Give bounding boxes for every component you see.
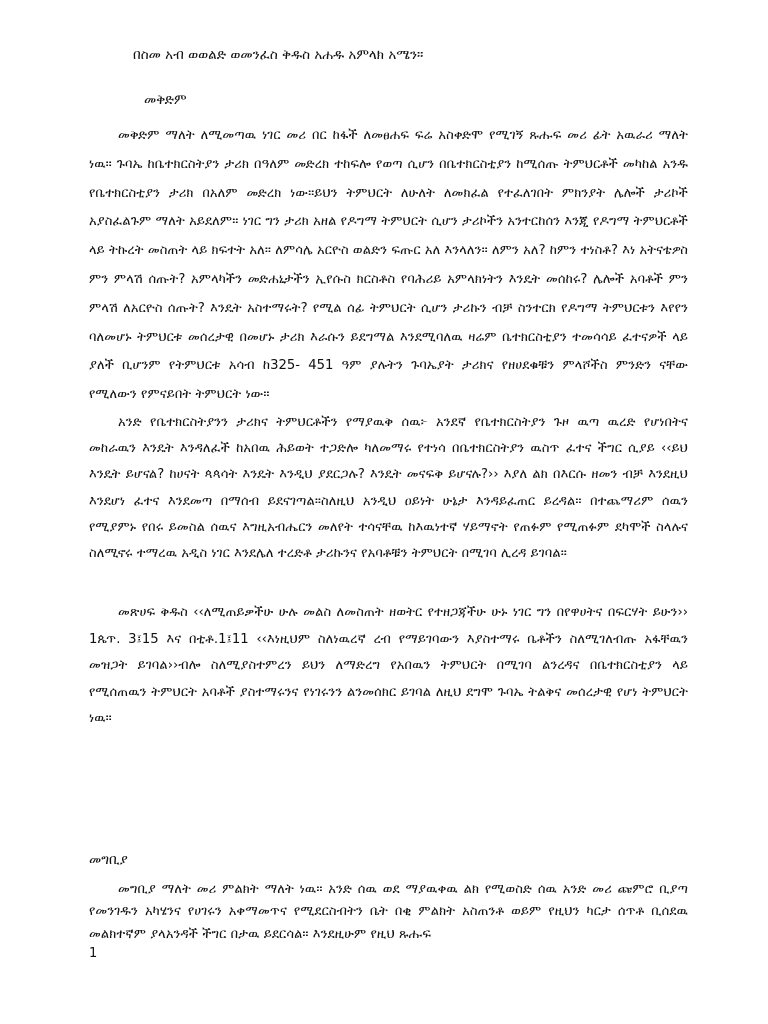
- section-heading: መግቢያ: [89, 852, 128, 868]
- intro-paragraph-3: መጽሀፍ ቅዱስ ‹‹ለሚጠይቃችሁ ሁሉ መልስ ለመስጠት ዘወትር የተዘጋጃችሁ ሁኑ ነገር ግን በየዋሀትና በፍርሃት ይሁን›› 1ጴጥ. 3፤15 እና በቲቶ.1፤11 ‹‹እነዚህም ስለነዉረኛ ረብ የማይገባውን እያስተማሩ ቤቶችን ስለሚገለብጡ አፋቸዉን መዝጋት ይገባል››ብሎ ስለሚያስተምረን ይህን ለማድረግ የአበዉን ትምህርት በሚገባ ልንረዳና በቤተክርስቲያን ላይ የሚሰጠዉን ትምህርት አባቶች ያስተማሩንና የነገሩንን ልንመሰክር ይገባል ለዚህ ደግሞ ጉባኤ ትልቅና መሰረታዊ የሆነ ትምህርት ነዉ።: [89, 605, 688, 726]
- page-number: 1: [89, 946, 98, 961]
- invocation-heading: በስመ አብ ወወልድ ወመንፈስ ቅዱስ አሐዱ አምላክ አሜን።: [133, 47, 424, 63]
- section-paragraph: መግቢያ ማለት መሪ ምልክት ማለት ነዉ። አንድ ሰዉ ወደ ማያዉቀዉ ልክ የሚወስድ ሰዉ አንድ መሪ ጩምሮ ቢያጣ የመንገዱን አካሄንና የሀገሩን አቀማመጥና የሚደርስብትን ቤት በቂ ምልክት አስጠንቶ ወይም የዚህን ካርታ ሰጥቶ ቢሰደዉ መልክተኛም ያላአንዳች ችግር በታዉ ይደርሳል። እንደዚሁም የዚህ ጹሑፍ: [89, 882, 688, 942]
- intro-heading: መቅድም: [144, 92, 187, 108]
- intro-paragraph-2: አንድ የቤተክርስትያንን ታሪክና ትምህርቶችን የማያዉቅ ሰዉ፦ አንደኛ የቤተክርስትያን ጉዞ ዉጣ ዉረድ የሆነበትና መከራዉን እንዴት እንዳለፈች ከአበዉ ሕይወት ተጋድሎ ካለመማሩ የተነሳ በቤተክርስትያን ዉስጥ ፈተና ችግር ሲያይ ‹‹ይህ እንዴት ይሆናል? ከሀናት ጳጳሳት እንዴት እንዲህ ያደርጋሉ? እንዴት መናፍቅ ይሆናሉ?›› እያለ ልክ በእርሱ ዘመን ብቻ እንደዚህ እንደሆነ ፈተና እንደመጣ በማሰብ ይደናገጣል።ስለዚህ አንዲህ ዐይነት ሁኔታ እንዳይፈጠር ይረዳል። በተጨማሪም ሰዉን የሚያምኑ የበሩ ይመስል ሰዉና እግዚአብሔርን መለየት ተሳናቸዉ ከእዉነተኛ ሃይማኖት የጠፉም የሚጠፉም ደካሞች ስላሉና ስለሚኖሩ ተማረዉ አዲስ ነገር እንደሌለ ተረድቶ ታሪኩንና የአባቶቹን ትምህርት በሚገባ ሊረዳ ይገባል።: [89, 415, 688, 562]
- intro-paragraph-1: መቅድም ማለት ለሚመጣዉ ነገር መሪ በር ከፋች ለመፀሐፍ ፍሬ አስቀድሞ የሚገኝ ጹሑፍ መሪ ፊት አዉራሪ ማለት ነዉ። ጉባኤ ከቤተክርስትያን ታሪክ በዓለም መድረክ ተከፍሎ የወጣ ሲሆን በቤተክርስቲያን ከሚሰጡ ትምህርቶች መካከል አንዱ የቤተክርስቲያን ታሪክ በአለም መድረክ ነው።ይህን ትምህርት ለሁለት ለመክፈል የተፈለገበት ምክንያት ሌሎች ታሪኮች አያስፈልጉም ማለት አይደለም። ነገር ግን ታሪክ አዘል የዶግማ ትምህርት ሲሆን ታሪኮችን አንተርከሰን እንጂ የዶግማ ትምህርቶች ላይ ትኩረት መስጠት ላይ ክፍተት አለ። ለምሳሌ አርዮስ ወልድን ፍጡር አለ እንላለን። ለምን አለ? ከምን ተነስቶ? እነ አትናቴዎስ ምን ምላሽ ሰጡት? አምላካችን መድሐኒታችን ኢየሱስ ክርስቶስ የባሕሪይ አምላክነትን እንዴት መሰከሩ? ሌሎች አባቶች ምን ምላሽ ለአርዮስ ሰጡት? እንዴት አስተማሩት? የሚል ሰፊ ትምህርት ሲሆን ታሪኩን ብቻ ስንተርክ የዶግማ ትምህርቱን እየየን ባለመሆኑ ትምህርቱ መሰረታዊ በመሆኑ ታሪክ እራሱን ይደግማል እንደሚባለዉ ዛሬም ቤተክርስቲያን ተመሳሳይ ፈተናዎች ላይ ያለች ቢሆንም የትምህርቱ አሳብ ከ325- 451 ዓም ያሉትን ጉባኤያት ታሪክና የዘሀደቁቹን ምላሾችስ ምንድን ናቸው የሚለውን የምናይበት ትምህርት ነው።: [89, 128, 688, 403]
